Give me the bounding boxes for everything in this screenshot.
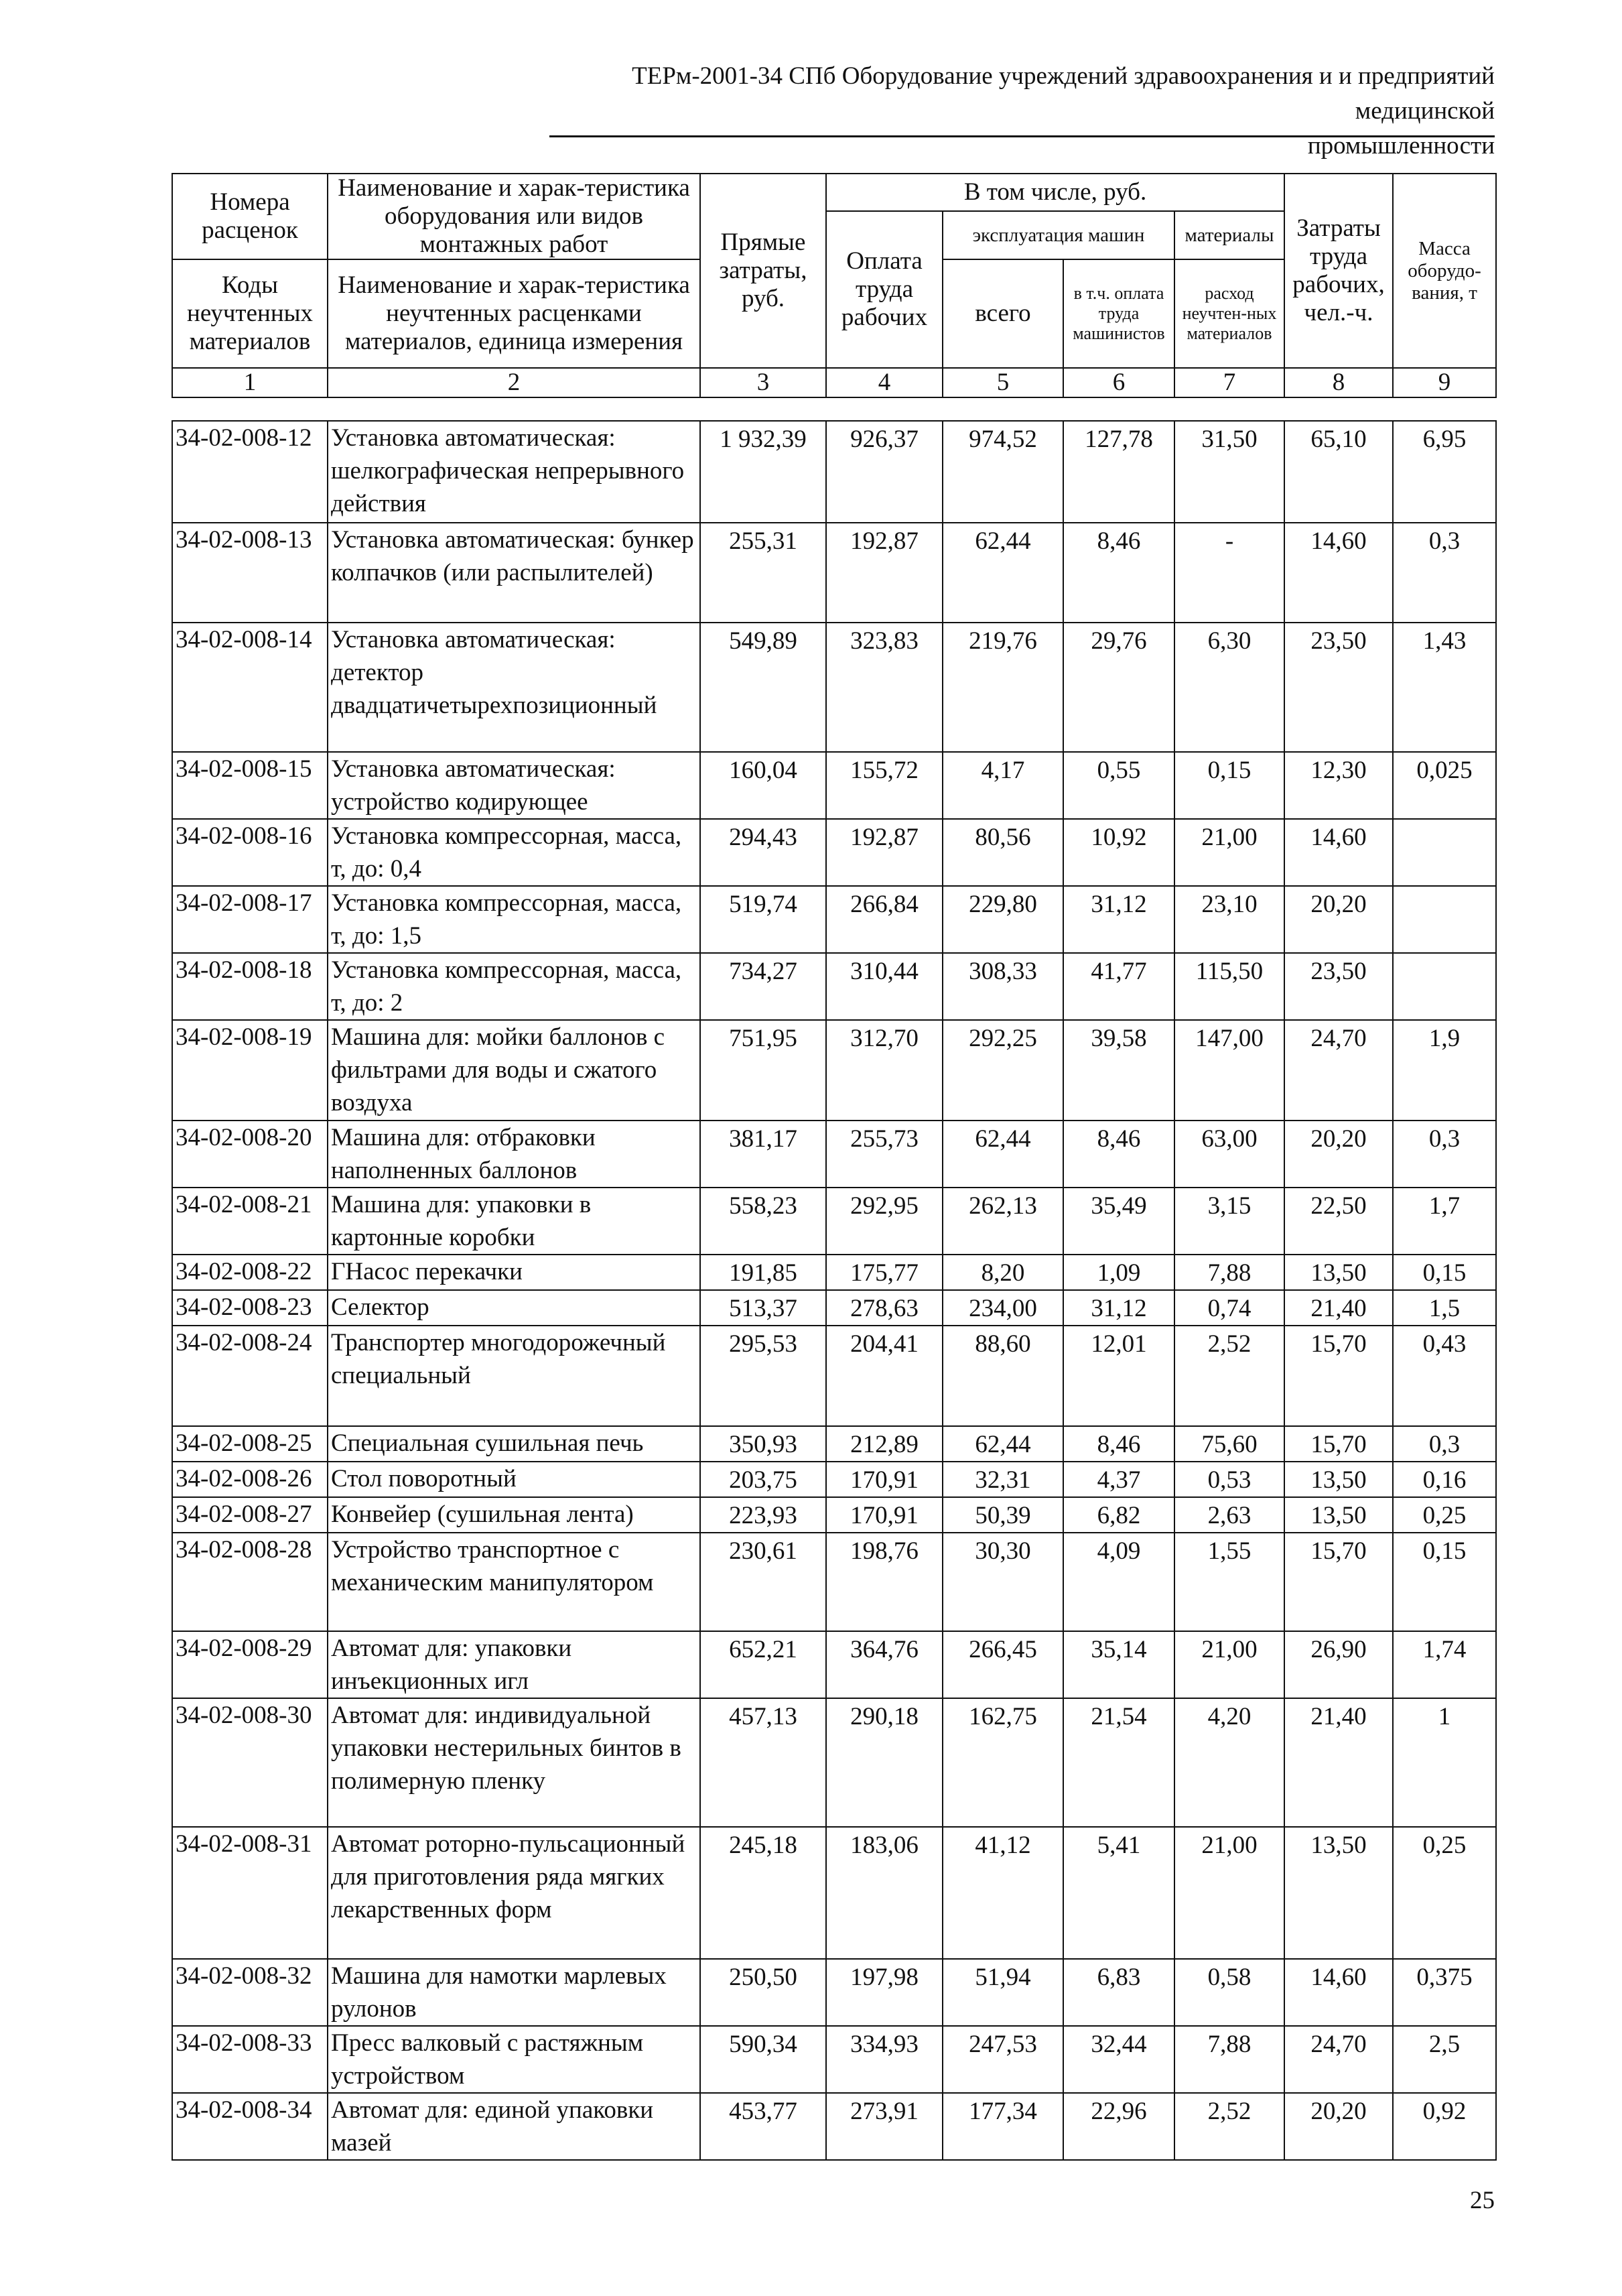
- table-header: [172, 173, 1497, 398]
- machines-cost-cell: 974,52: [943, 421, 1063, 523]
- rate-name-cell: Установка автоматическая: шелкографическая непрерывного действия: [328, 421, 700, 523]
- labor-cost-cell: 310,44: [826, 953, 943, 1020]
- mass-cell: 0,3: [1393, 1426, 1496, 1462]
- mass-cell: 0,25: [1393, 1827, 1496, 1959]
- materials-cost-cell: 2,52: [1174, 2093, 1284, 2160]
- header-including: В том числе, руб.: [826, 174, 1284, 211]
- mass-cell: 1,5: [1393, 1290, 1496, 1326]
- machines-cost-cell: 62,44: [943, 1426, 1063, 1462]
- labor-hours-cell: 23,50: [1284, 953, 1393, 1020]
- materials-cost-cell: 6,30: [1174, 623, 1284, 752]
- direct-costs-cell: 652,21: [700, 1631, 826, 1698]
- header-title-line2: промышленности: [1307, 132, 1495, 160]
- table-row: [172, 2026, 1496, 2093]
- column-number: 2: [328, 368, 700, 397]
- materials-cost-cell: 21,00: [1174, 819, 1284, 886]
- machines-cost-cell: 308,33: [943, 953, 1063, 1020]
- machines-cost-cell: 262,13: [943, 1188, 1063, 1255]
- labor-hours-cell: 23,50: [1284, 623, 1393, 752]
- table-row: [172, 1827, 1496, 1959]
- rate-name-cell: Конвейер (сушильная лента): [328, 1497, 700, 1533]
- labor-hours-cell: 13,50: [1284, 1497, 1393, 1533]
- direct-costs-cell: 203,75: [700, 1462, 826, 1497]
- machinists-pay-cell: 4,09: [1063, 1533, 1174, 1631]
- labor-hours-cell: 22,50: [1284, 1188, 1393, 1255]
- rate-code-cell: 34-02-008-24: [172, 1326, 328, 1426]
- rate-name-cell: Установка автоматическая: детектор двадцатичетырехпозиционный: [328, 623, 700, 752]
- header-equipment-name: Наименование и харак-теристика оборудования или видов монтажных работ: [328, 174, 700, 259]
- labor-hours-cell: 13,50: [1284, 1827, 1393, 1959]
- mass-cell: 1,43: [1393, 623, 1496, 752]
- machinists-pay-cell: 8,46: [1063, 1426, 1174, 1462]
- direct-costs-cell: 350,93: [700, 1426, 826, 1462]
- machinists-pay-cell: 5,41: [1063, 1827, 1174, 1959]
- header-rule: [549, 135, 1495, 137]
- header-materials: материалы: [1174, 211, 1284, 259]
- table-row: [172, 1959, 1496, 2026]
- machinists-pay-cell: 29,76: [1063, 623, 1174, 752]
- materials-cost-cell: 0,53: [1174, 1462, 1284, 1497]
- header-unaccounted-materials: расход неучтен-ных материалов: [1174, 259, 1284, 368]
- machines-cost-cell: 50,39: [943, 1497, 1063, 1533]
- direct-costs-cell: 245,18: [700, 1827, 826, 1959]
- mass-cell: 0,15: [1393, 1255, 1496, 1290]
- mass-cell: 6,95: [1393, 421, 1496, 523]
- mass-cell: 1,74: [1393, 1631, 1496, 1698]
- labor-hours-cell: 13,50: [1284, 1462, 1393, 1497]
- table-row: [172, 523, 1496, 623]
- materials-cost-cell: 3,15: [1174, 1188, 1284, 1255]
- mass-cell: 0,3: [1393, 523, 1496, 623]
- rate-code-cell: 34-02-008-33: [172, 2026, 328, 2093]
- table-row: [172, 953, 1496, 1020]
- materials-cost-cell: 4,20: [1174, 1698, 1284, 1827]
- column-number: 7: [1174, 368, 1284, 397]
- labor-hours-cell: 21,40: [1284, 1698, 1393, 1827]
- rate-code-cell: 34-02-008-23: [172, 1290, 328, 1326]
- labor-cost-cell: 175,77: [826, 1255, 943, 1290]
- machines-cost-cell: 32,31: [943, 1462, 1063, 1497]
- machines-cost-cell: 247,53: [943, 2026, 1063, 2093]
- rate-name-cell: Стол поворотный: [328, 1462, 700, 1497]
- document-header: [490, 59, 1495, 164]
- machinists-pay-cell: 1,09: [1063, 1255, 1174, 1290]
- rate-code-cell: 34-02-008-27: [172, 1497, 328, 1533]
- labor-hours-cell: 26,90: [1284, 1631, 1393, 1698]
- rate-code-cell: 34-02-008-31: [172, 1827, 328, 1959]
- materials-cost-cell: 31,50: [1174, 421, 1284, 523]
- labor-hours-cell: 14,60: [1284, 1959, 1393, 2026]
- machinists-pay-cell: 39,58: [1063, 1020, 1174, 1121]
- rate-code-cell: 34-02-008-13: [172, 523, 328, 623]
- rate-name-cell: Установка компрессорная, масса, т, до: 0,4: [328, 819, 700, 886]
- table-row: [172, 1121, 1496, 1188]
- machines-cost-cell: 177,34: [943, 2093, 1063, 2160]
- rate-name-cell: Машина для: мойки баллонов с фильтрами для воды и сжатого воздуха: [328, 1020, 700, 1121]
- rate-code-cell: 34-02-008-12: [172, 421, 328, 523]
- header-equipment-mass: Масса оборудо-вания, т: [1393, 174, 1496, 368]
- mass-cell: 0,25: [1393, 1497, 1496, 1533]
- machines-cost-cell: 41,12: [943, 1827, 1063, 1959]
- materials-cost-cell: 21,00: [1174, 1631, 1284, 1698]
- machinists-pay-cell: 6,82: [1063, 1497, 1174, 1533]
- materials-cost-cell: 0,74: [1174, 1290, 1284, 1326]
- machinists-pay-cell: 31,12: [1063, 886, 1174, 953]
- machinists-pay-cell: 8,46: [1063, 523, 1174, 623]
- materials-cost-cell: 1,55: [1174, 1533, 1284, 1631]
- labor-hours-cell: 12,30: [1284, 752, 1393, 819]
- machines-cost-cell: 88,60: [943, 1326, 1063, 1426]
- labor-cost-cell: 155,72: [826, 752, 943, 819]
- labor-cost-cell: 926,37: [826, 421, 943, 523]
- rates-table: [172, 420, 1497, 2161]
- labor-cost-cell: 198,76: [826, 1533, 943, 1631]
- header-title-line1: ТЕРм-2001-34 СПб Оборудование учреждений здравоохранения и и предприятий медицинской: [632, 62, 1495, 125]
- direct-costs-cell: 160,04: [700, 752, 826, 819]
- table-row: [172, 1290, 1496, 1326]
- machinists-pay-cell: 32,44: [1063, 2026, 1174, 2093]
- machinists-pay-cell: 21,54: [1063, 1698, 1174, 1827]
- labor-hours-cell: 14,60: [1284, 523, 1393, 623]
- header-machinists-pay: в т.ч. оплата труда машинистов: [1063, 259, 1174, 368]
- rate-name-cell: ГНасос перекачки: [328, 1255, 700, 1290]
- mass-cell: 0,3: [1393, 1121, 1496, 1188]
- labor-hours-cell: 21,40: [1284, 1290, 1393, 1326]
- column-number: 8: [1284, 368, 1393, 397]
- machines-cost-cell: 62,44: [943, 1121, 1063, 1188]
- labor-hours-cell: 24,70: [1284, 1020, 1393, 1121]
- direct-costs-cell: 751,95: [700, 1020, 826, 1121]
- rate-code-cell: 34-02-008-17: [172, 886, 328, 953]
- header-material-name: Наименование и харак-теристика неучтенных расценками материалов, единица измерения: [328, 259, 700, 368]
- table-row: [172, 421, 1496, 523]
- rate-name-cell: Машина для намотки марлевых рулонов: [328, 1959, 700, 2026]
- materials-cost-cell: 2,63: [1174, 1497, 1284, 1533]
- column-number: 9: [1393, 368, 1496, 397]
- table-row: [172, 1188, 1496, 1255]
- table-row: [172, 1020, 1496, 1121]
- header-worker-pay: Оплата труда рабочих: [826, 211, 943, 368]
- direct-costs-cell: 250,50: [700, 1959, 826, 2026]
- materials-cost-cell: 7,88: [1174, 2026, 1284, 2093]
- materials-cost-cell: 0,15: [1174, 752, 1284, 819]
- machinists-pay-cell: 41,77: [1063, 953, 1174, 1020]
- rate-code-cell: 34-02-008-14: [172, 623, 328, 752]
- mass-cell: 1,9: [1393, 1020, 1496, 1121]
- labor-cost-cell: 170,91: [826, 1497, 943, 1533]
- machines-cost-cell: 229,80: [943, 886, 1063, 953]
- labor-hours-cell: 24,70: [1284, 2026, 1393, 2093]
- labor-cost-cell: 290,18: [826, 1698, 943, 1827]
- materials-cost-cell: 21,00: [1174, 1827, 1284, 1959]
- labor-cost-cell: 278,63: [826, 1290, 943, 1326]
- table-row: [172, 752, 1496, 819]
- direct-costs-cell: 230,61: [700, 1533, 826, 1631]
- mass-cell: 0,92: [1393, 2093, 1496, 2160]
- column-number: 1: [172, 368, 328, 397]
- labor-hours-cell: 15,70: [1284, 1426, 1393, 1462]
- column-number: 4: [826, 368, 943, 397]
- direct-costs-cell: 519,74: [700, 886, 826, 953]
- labor-cost-cell: 273,91: [826, 2093, 943, 2160]
- table-row: [172, 1326, 1496, 1426]
- mass-cell: 0,15: [1393, 1533, 1496, 1631]
- machines-cost-cell: 4,17: [943, 752, 1063, 819]
- mass-cell: 0,025: [1393, 752, 1496, 819]
- rate-name-cell: Машина для: отбраковки наполненных баллонов: [328, 1121, 700, 1188]
- mass-cell: 1,7: [1393, 1188, 1496, 1255]
- labor-hours-cell: 20,20: [1284, 2093, 1393, 2160]
- header-direct-costs: Прямые затраты, руб.: [700, 174, 826, 368]
- machinists-pay-cell: 10,92: [1063, 819, 1174, 886]
- rate-name-cell: Пресс валковый с растяжным устройством: [328, 2026, 700, 2093]
- rate-name-cell: Установка автоматическая: устройство кодирующее: [328, 752, 700, 819]
- page-number: 25: [1470, 2187, 1495, 2214]
- machines-cost-cell: 8,20: [943, 1255, 1063, 1290]
- table-row: [172, 2093, 1496, 2160]
- rate-code-cell: 34-02-008-32: [172, 1959, 328, 2026]
- labor-hours-cell: 15,70: [1284, 1326, 1393, 1426]
- labor-cost-cell: 170,91: [826, 1462, 943, 1497]
- direct-costs-cell: 294,43: [700, 819, 826, 886]
- table-row: [172, 1426, 1496, 1462]
- table-body: [172, 421, 1496, 2160]
- direct-costs-cell: 1 932,39: [700, 421, 826, 523]
- mass-cell: 2,5: [1393, 2026, 1496, 2093]
- labor-cost-cell: 204,41: [826, 1326, 943, 1426]
- table-row: [172, 886, 1496, 953]
- labor-hours-cell: 20,20: [1284, 1121, 1393, 1188]
- machinists-pay-cell: 127,78: [1063, 421, 1174, 523]
- column-number: 3: [700, 368, 826, 397]
- labor-cost-cell: 312,70: [826, 1020, 943, 1121]
- mass-cell: 0,16: [1393, 1462, 1496, 1497]
- direct-costs-cell: 734,27: [700, 953, 826, 1020]
- labor-hours-cell: 15,70: [1284, 1533, 1393, 1631]
- machinists-pay-cell: 4,37: [1063, 1462, 1174, 1497]
- rate-name-cell: Автомат роторно-пульсационный для приготовления ряда мягких лекарственных форм: [328, 1827, 700, 1959]
- labor-cost-cell: 192,87: [826, 819, 943, 886]
- materials-cost-cell: -: [1174, 523, 1284, 623]
- machines-cost-cell: 292,25: [943, 1020, 1063, 1121]
- labor-cost-cell: 292,95: [826, 1188, 943, 1255]
- table-row: [172, 1255, 1496, 1290]
- header-rate-numbers: Номера расценок: [172, 174, 328, 259]
- labor-cost-cell: 192,87: [826, 523, 943, 623]
- mass-cell: 0,43: [1393, 1326, 1496, 1426]
- mass-cell: [1393, 819, 1496, 886]
- rate-code-cell: 34-02-008-16: [172, 819, 328, 886]
- machines-cost-cell: 219,76: [943, 623, 1063, 752]
- labor-cost-cell: 212,89: [826, 1426, 943, 1462]
- rate-code-cell: 34-02-008-18: [172, 953, 328, 1020]
- header-labor-hours: Затраты труда рабочих, чел.-ч.: [1284, 174, 1393, 368]
- direct-costs-cell: 223,93: [700, 1497, 826, 1533]
- labor-hours-cell: 20,20: [1284, 886, 1393, 953]
- machines-cost-cell: 30,30: [943, 1533, 1063, 1631]
- rate-name-cell: Транспортер многодорожечный специальный: [328, 1326, 700, 1426]
- materials-cost-cell: 115,50: [1174, 953, 1284, 1020]
- table-row: [172, 1631, 1496, 1698]
- table-row: [172, 819, 1496, 886]
- machinists-pay-cell: 8,46: [1063, 1121, 1174, 1188]
- table-row: [172, 1533, 1496, 1631]
- machinists-pay-cell: 22,96: [1063, 2093, 1174, 2160]
- mass-cell: [1393, 886, 1496, 953]
- machinists-pay-cell: 12,01: [1063, 1326, 1174, 1426]
- materials-cost-cell: 7,88: [1174, 1255, 1284, 1290]
- column-number: 6: [1063, 368, 1174, 397]
- rate-name-cell: Автомат для: единой упаковки мазей: [328, 2093, 700, 2160]
- mass-cell: [1393, 953, 1496, 1020]
- rate-code-cell: 34-02-008-25: [172, 1426, 328, 1462]
- direct-costs-cell: 453,77: [700, 2093, 826, 2160]
- rate-name-cell: Установка автоматическая: бункер колпачков (или распылителей): [328, 523, 700, 623]
- rate-code-cell: 34-02-008-15: [172, 752, 328, 819]
- rate-code-cell: 34-02-008-28: [172, 1533, 328, 1631]
- machines-cost-cell: 266,45: [943, 1631, 1063, 1698]
- rate-name-cell: Установка компрессорная, масса, т, до: 2: [328, 953, 700, 1020]
- labor-cost-cell: 364,76: [826, 1631, 943, 1698]
- labor-cost-cell: 197,98: [826, 1959, 943, 2026]
- header-machine-operation: эксплуатация машин: [943, 211, 1174, 259]
- table-row: [172, 623, 1496, 752]
- rate-name-cell: Специальная сушильная печь: [328, 1426, 700, 1462]
- labor-cost-cell: 183,06: [826, 1827, 943, 1959]
- labor-cost-cell: 323,83: [826, 623, 943, 752]
- mass-cell: 0,375: [1393, 1959, 1496, 2026]
- labor-hours-cell: 13,50: [1284, 1255, 1393, 1290]
- rate-name-cell: Автомат для: упаковки инъекционных игл: [328, 1631, 700, 1698]
- rate-name-cell: Установка компрессорная, масса, т, до: 1,5: [328, 886, 700, 953]
- table-row: [172, 1698, 1496, 1827]
- labor-hours-cell: 65,10: [1284, 421, 1393, 523]
- rate-code-cell: 34-02-008-21: [172, 1188, 328, 1255]
- materials-cost-cell: 23,10: [1174, 886, 1284, 953]
- direct-costs-cell: 295,53: [700, 1326, 826, 1426]
- direct-costs-cell: 255,31: [700, 523, 826, 623]
- column-numbers-row: [172, 368, 1496, 397]
- direct-costs-cell: 513,37: [700, 1290, 826, 1326]
- rate-code-cell: 34-02-008-26: [172, 1462, 328, 1497]
- rate-code-cell: 34-02-008-29: [172, 1631, 328, 1698]
- materials-cost-cell: 0,58: [1174, 1959, 1284, 2026]
- labor-cost-cell: 255,73: [826, 1121, 943, 1188]
- rate-code-cell: 34-02-008-34: [172, 2093, 328, 2160]
- direct-costs-cell: 558,23: [700, 1188, 826, 1255]
- rate-code-cell: 34-02-008-20: [172, 1121, 328, 1188]
- table-row: [172, 1497, 1496, 1533]
- machines-cost-cell: 234,00: [943, 1290, 1063, 1326]
- materials-cost-cell: 147,00: [1174, 1020, 1284, 1121]
- machinists-pay-cell: 35,49: [1063, 1188, 1174, 1255]
- machinists-pay-cell: 35,14: [1063, 1631, 1174, 1698]
- rate-name-cell: Селектор: [328, 1290, 700, 1326]
- machinists-pay-cell: 31,12: [1063, 1290, 1174, 1326]
- machinists-pay-cell: 0,55: [1063, 752, 1174, 819]
- labor-cost-cell: 334,93: [826, 2026, 943, 2093]
- column-number: 5: [943, 368, 1063, 397]
- labor-cost-cell: 266,84: [826, 886, 943, 953]
- mass-cell: 1: [1393, 1698, 1496, 1827]
- rate-name-cell: Автомат для: индивидуальной упаковки нестерильных бинтов в полимерную пленку: [328, 1698, 700, 1827]
- machines-cost-cell: 80,56: [943, 819, 1063, 886]
- direct-costs-cell: 457,13: [700, 1698, 826, 1827]
- rate-code-cell: 34-02-008-22: [172, 1255, 328, 1290]
- table-row: [172, 1462, 1496, 1497]
- direct-costs-cell: 381,17: [700, 1121, 826, 1188]
- direct-costs-cell: 549,89: [700, 623, 826, 752]
- direct-costs-cell: 191,85: [700, 1255, 826, 1290]
- header-machines-total: всего: [943, 259, 1063, 368]
- materials-cost-cell: 75,60: [1174, 1426, 1284, 1462]
- direct-costs-cell: 590,34: [700, 2026, 826, 2093]
- machines-cost-cell: 62,44: [943, 523, 1063, 623]
- rate-code-cell: 34-02-008-19: [172, 1020, 328, 1121]
- machinists-pay-cell: 6,83: [1063, 1959, 1174, 2026]
- rate-name-cell: Машина для: упаковки в картонные коробки: [328, 1188, 700, 1255]
- materials-cost-cell: 63,00: [1174, 1121, 1284, 1188]
- materials-cost-cell: 2,52: [1174, 1326, 1284, 1426]
- machines-cost-cell: 51,94: [943, 1959, 1063, 2026]
- header-material-codes: Коды неучтенных материалов: [172, 259, 328, 368]
- rate-name-cell: Устройство транспортное с механическим манипулятором: [328, 1533, 700, 1631]
- machines-cost-cell: 162,75: [943, 1698, 1063, 1827]
- rate-code-cell: 34-02-008-30: [172, 1698, 328, 1827]
- labor-hours-cell: 14,60: [1284, 819, 1393, 886]
